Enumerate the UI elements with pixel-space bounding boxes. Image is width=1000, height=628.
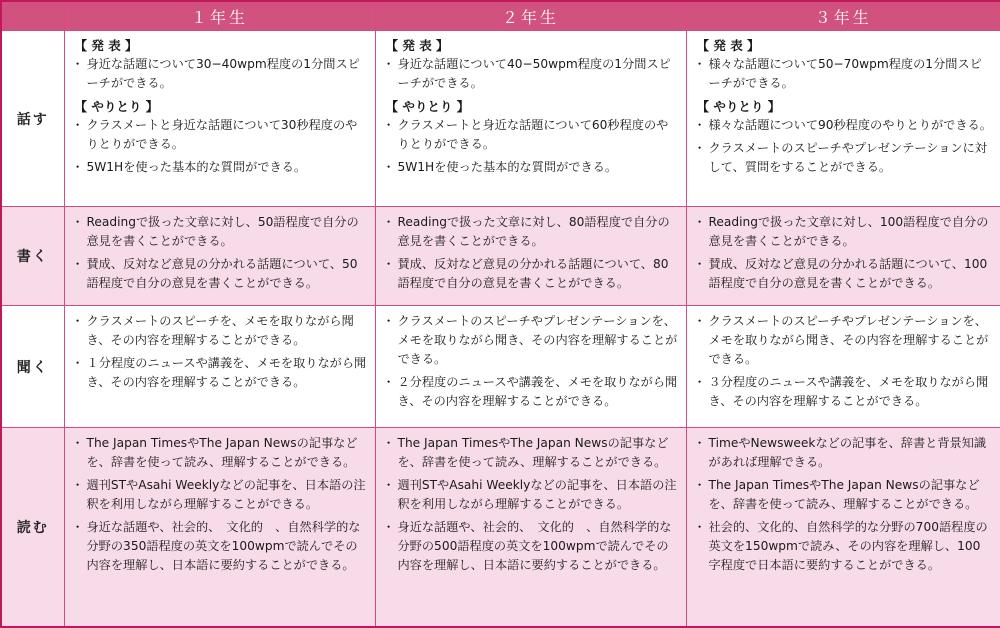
- list-item: ・ 社会的、文化的、自然科学的な分野の700語程度の英文を150wpmで読み、その内容を理解し、100字程度で日本語に要約することができる。: [697, 518, 993, 575]
- section-heading: 【 発 表 】: [385, 38, 449, 53]
- cell-speaking-grade-3: [686, 31, 1000, 207]
- row-speaking: [1, 31, 1000, 207]
- cell-reading-grade-2: [375, 428, 686, 627]
- list-item: ・ クラスメートのスピーチやプレゼンテーションを、メモを取りながら聞き、その内容を理解することができる。: [386, 312, 678, 369]
- section-heading: 【 やりとり 】: [385, 99, 470, 114]
- cell-speaking-grade-2: [375, 31, 686, 207]
- list-item: ・ ３分程度のニュースや講義を、メモを取りながら聞き、その内容を理解することができる。: [697, 373, 993, 411]
- list-item: ・ TimeやNewsweekなどの記事を、辞書と背景知識があれば理解できる。: [697, 434, 993, 472]
- list-item: ・ The Japan TimesやThe Japan Newsの記事などを、辞書を使って読み、理解することができる。: [386, 434, 678, 472]
- row-listening: [1, 306, 1000, 428]
- list-item: ・ The Japan TimesやThe Japan Newsの記事などを、辞書を使って読み、理解することができる。: [75, 434, 367, 472]
- cell-writing-grade-3: [686, 207, 1000, 306]
- list-item: ・ クラスメートのスピーチやプレゼンテーションに対して、質問をすることができる。: [697, 139, 993, 177]
- cell-writing-grade-1: [64, 207, 375, 306]
- list-item: ・ 5W1Hを使った基本的な質問ができる。: [386, 158, 678, 177]
- row-label-speaking: 話す: [1, 31, 64, 207]
- section-heading: 【 やりとり 】: [74, 99, 159, 114]
- row-reading: [1, 428, 1000, 627]
- list-item: ・ 週刊STやAsahi Weeklyなどの記事を、日本語の注釈を利用しながら理解することができる。: [75, 476, 367, 514]
- list-item: ・ １分程度のニュースや講義を、メモを取りながら聞き、その内容を理解することができる。: [75, 354, 367, 392]
- cell-writing-grade-2: [375, 207, 686, 306]
- list-item: ・ 身近な話題について30−40wpm程度の1分間スピーチができる。: [75, 55, 367, 93]
- row-label-reading: 読む: [1, 428, 64, 627]
- list-item: ・ 身近な話題や、社会的、 文化的 、自然科学的な分野の500語程度の英文を100wpmで読んでその内容を理解し、日本語に要約することができる。: [386, 518, 678, 575]
- list-item: ・ 身近な話題や、社会的、 文化的 、自然科学的な分野の350語程度の英文を100wpmで読んでその内容を理解し、日本語に要約することができる。: [75, 518, 367, 575]
- list-item: ・ 週刊STやAsahi Weeklyなどの記事を、日本語の注釈を利用しながら理解することができる。: [386, 476, 678, 514]
- cell-listening-grade-2: [375, 306, 686, 428]
- list-item: ・ Readingで扱った文章に対し、80語程度で自分の意見を書くことができる。: [386, 213, 678, 251]
- list-item: ・ クラスメートのスピーチを、メモを取りながら聞き、その内容を理解することができる。: [75, 312, 367, 350]
- list-item: ・ The Japan TimesやThe Japan Newsの記事などを、辞書を使って読み、理解することができる。: [697, 476, 993, 514]
- header-grade-3: ３年生: [686, 1, 1000, 31]
- list-item: ・ クラスメートのスピーチやプレゼンテーションを、メモを取りながら聞き、その内容を理解することができる。: [697, 312, 993, 369]
- list-item: ・ ２分程度のニュースや講義を、メモを取りながら聞き、その内容を理解することができる。: [386, 373, 678, 411]
- list-item: ・ Readingで扱った文章に対し、50語程度で自分の意見を書くことができる。: [75, 213, 367, 251]
- row-writing: [1, 207, 1000, 306]
- cell-reading-grade-1: [64, 428, 375, 627]
- list-item: ・ 賛成、反対など意見の分かれる話題について、100語程度で自分の意見を書くことができる。: [697, 255, 993, 293]
- cell-reading-grade-3: [686, 428, 1000, 627]
- list-item: ・ 様々な話題について50−70wpm程度の1分間スピーチができる。: [697, 55, 993, 93]
- list-item: ・ Readingで扱った文章に対し、100語程度で自分の意見を書くことができる。: [697, 213, 993, 251]
- header-grade-1: １年生: [64, 1, 375, 31]
- list-item: ・ クラスメートと身近な話題について30秒程度のやりとりができる。: [75, 116, 367, 154]
- header-row: [1, 1, 1000, 31]
- list-item: ・ 身近な話題について40−50wpm程度の1分間スピーチができる。: [386, 55, 678, 93]
- cell-listening-grade-3: [686, 306, 1000, 428]
- header-grade-2: ２年生: [375, 1, 686, 31]
- list-item: ・ 5W1Hを使った基本的な質問ができる。: [75, 158, 367, 177]
- list-item: ・ 賛成、反対など意見の分かれる話題について、50語程度で自分の意見を書くことができる。: [75, 255, 367, 293]
- cell-speaking-grade-1: [64, 31, 375, 207]
- row-label-writing: 書く: [1, 207, 64, 306]
- header-corner: [1, 1, 64, 31]
- row-label-listening: 聞く: [1, 306, 64, 428]
- cell-listening-grade-1: [64, 306, 375, 428]
- section-heading: 【 やりとり 】: [696, 99, 781, 114]
- list-item: ・ 様々な話題について90秒程度のやりとりができる。: [697, 116, 993, 135]
- list-item: ・ 賛成、反対など意見の分かれる話題について、80語程度で自分の意見を書くことができる。: [386, 255, 678, 293]
- section-heading: 【 発 表 】: [74, 38, 138, 53]
- section-heading: 【 発 表 】: [696, 38, 760, 53]
- list-item: ・ クラスメートと身近な話題について60秒程度のやりとりができる。: [386, 116, 678, 154]
